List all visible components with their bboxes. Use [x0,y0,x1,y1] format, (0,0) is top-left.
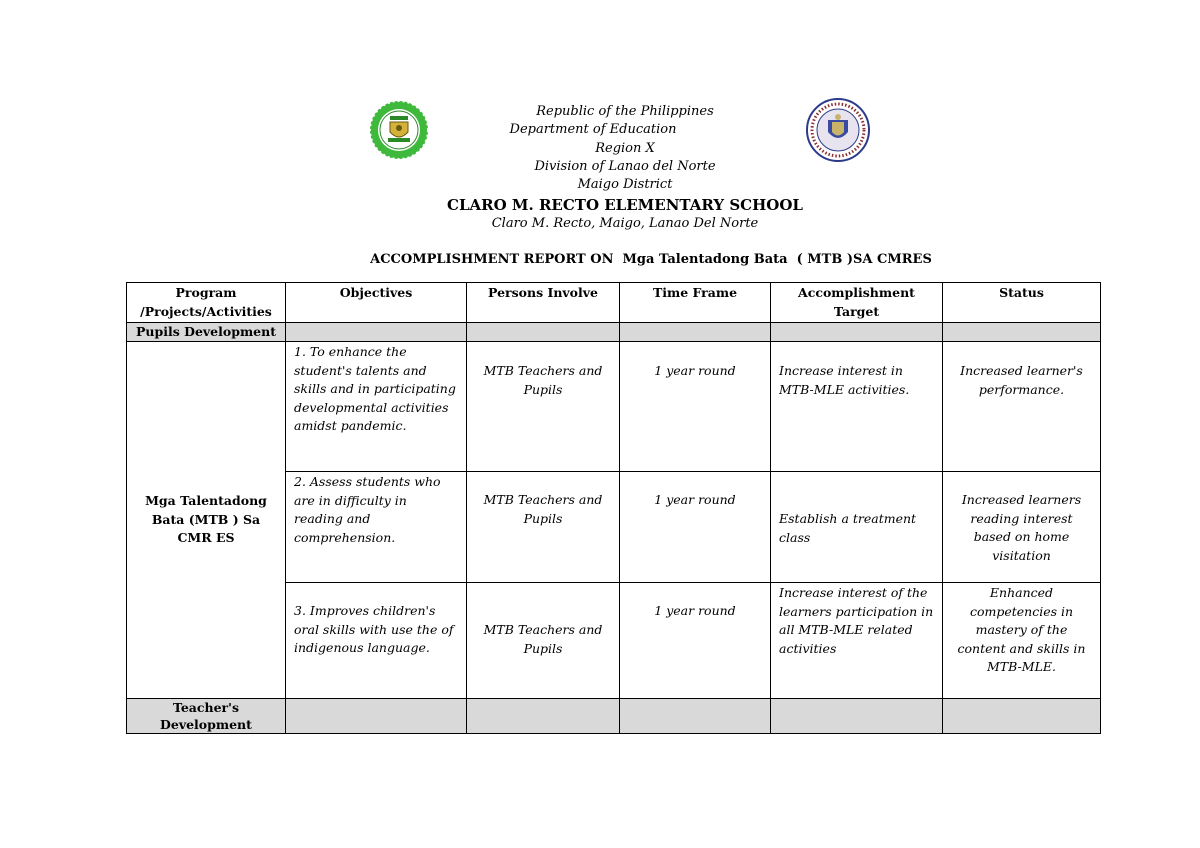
empty-cell [771,323,943,342]
school-address: Claro M. Recto, Maigo, Lanao Del Norte [491,216,759,231]
status-cell: Increased learners reading interest based on home visitation [943,472,1101,583]
target-cell: Increase interest of the learners participation in all MTB-MLE related activities [771,583,943,699]
header-division: Division of Lanao del Norte [534,159,716,174]
objective-cell: 2. Assess students who are in difficulty in reading and comprehension. [286,472,467,583]
col-time-frame: Time Frame [620,283,771,323]
col-target: Accomplishment Target [771,283,943,323]
empty-cell [286,323,467,342]
target-cell: Establish a treatment class [771,472,943,583]
school-name: CLARO M. RECTO ELEMENTARY SCHOOL [447,196,803,214]
col-program: Program /Projects/Activities [127,283,286,323]
table-row [127,342,1101,472]
col-status: Status [943,283,1101,323]
col-persons: Persons Involve [467,283,620,323]
empty-cell [467,699,620,734]
empty-cell [771,699,943,734]
objective-cell: 3. Improves children's oral skills with use the of indigenous language. [286,583,467,699]
report-title: ACCOMPLISHMENT REPORT ON Mga Talentadong Bata ( MTB )SA CMRES [370,252,932,267]
program-name: Mga Talentadong Bata (MTB ) Sa CMR ES [127,342,286,699]
target-cell: Increase interest in MTB-MLE activities. [771,342,943,472]
empty-cell [620,699,771,734]
header-department: Department of Education [509,122,677,137]
status-cell: Increased learner's performance. [943,342,1101,472]
status-cell: Enhanced competencies in mastery of the content and skills in MTB-MLE. [943,583,1101,699]
empty-cell [286,699,467,734]
empty-cell [943,323,1101,342]
persons-cell: MTB Teachers and Pupils [467,472,620,583]
col-objectives: Objectives [286,283,467,323]
section-label-pupils: Pupils Development [127,323,286,342]
time-frame-cell: 1 year round [620,583,771,699]
empty-cell [620,323,771,342]
header-republic: Republic of the Philippines [536,104,714,119]
empty-cell [467,323,620,342]
objective-cell: 1. To enhance the student's talents and skills and in participating developmental activities amidst pandemic. [286,342,467,472]
section-row-teachers [127,699,1101,734]
time-frame-cell: 1 year round [620,342,771,472]
header-region: Region X [595,141,655,156]
table-header-row [127,283,1101,323]
persons-cell: MTB Teachers and Pupils [467,342,620,472]
persons-cell: MTB Teachers and Pupils [467,583,620,699]
header-district: Maigo District [577,177,673,192]
time-frame-cell: 1 year round [620,472,771,583]
section-label-teachers: Teacher's Development [127,699,286,734]
section-row-pupils [127,323,1101,342]
accomplishment-table [126,282,1101,734]
empty-cell [943,699,1101,734]
